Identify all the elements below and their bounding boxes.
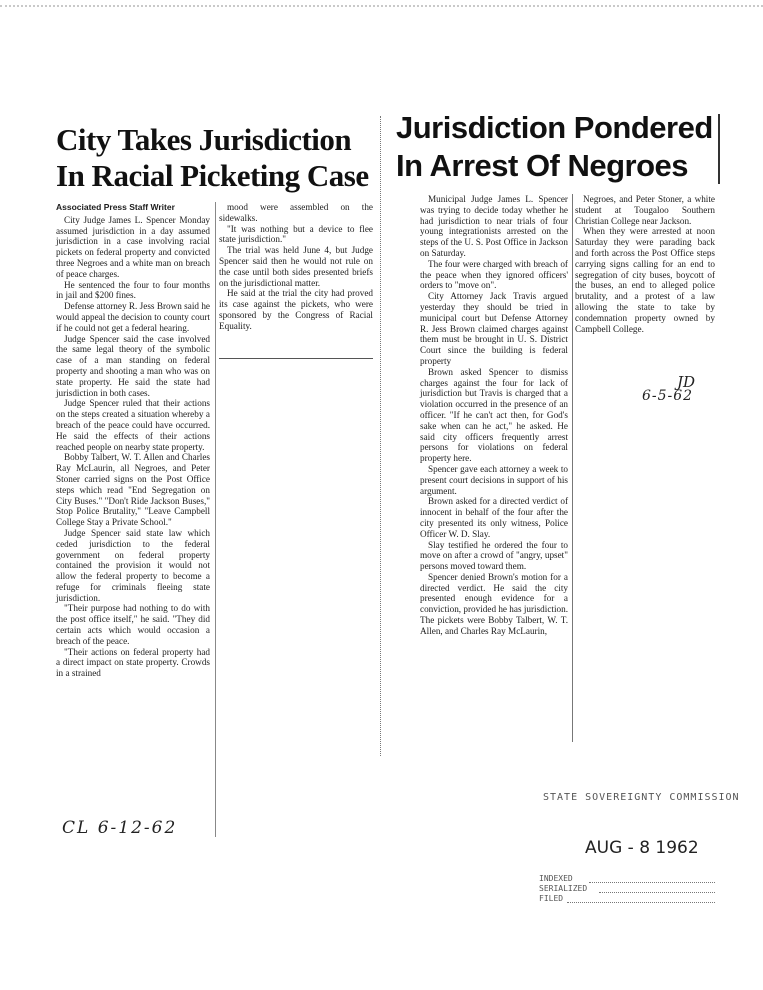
left-clipping: [56, 120, 376, 850]
paragraph: When they were arrested at noon Saturday they were parading back and forth across the Post Office steps carrying signs calling for an end to segregation of city buses, boycott of the buses, an end to alleged police brutality, and a protest of a law allowing the state to take by condemnation property owned by Campbell College.: [575, 226, 715, 334]
stamp-dotted-line-2: [599, 892, 715, 893]
paragraph: The trial was held June 4, but Judge Spencer said then he would not rule on the case until both sides presented briefs on the jurisdictional matter.: [219, 245, 373, 288]
right-column-1: [420, 194, 568, 637]
left-headline: [56, 124, 376, 191]
paragraph: Municipal Judge James L. Spencer was trying to decide today whether he had jurisdiction to near trials of four young integrationists arrested on the steps of the U. S. Post Office in Jackson on Saturday.: [420, 194, 568, 258]
left-date-note: CL 6-12-62: [62, 818, 178, 838]
paragraph: City Judge James L. Spencer Monday assumed jurisdiction in a day assumed jurisdiction in a case involving racial pickets on federal property and convicted three Negroes and a white man on breach of peace charges.: [56, 214, 210, 279]
top-dotted-edge: [0, 5, 763, 9]
stamp-organization: STATE SOVEREIGNTY COMMISSION: [543, 792, 740, 803]
right-headline-line2: In Arrest Of Negroes: [396, 148, 689, 183]
paragraph: Negroes, and Peter Stoner, a white student at Tougaloo Southern Christian College near Jackson.: [575, 194, 715, 226]
left-headline-line1: City Takes Jurisdiction: [56, 122, 352, 157]
left-column-1: [56, 202, 210, 679]
paragraph: Brown asked Spencer to dismiss charges against the four for lack of jurisdiction but Travis is charged that a violation occurred in the presence of an officer. "If he can't act then, for God's sake when can he act," he asked. He said city officers frequently arrest persons for violations on federal property here.: [420, 366, 568, 464]
filing-stamp: [537, 782, 740, 903]
paragraph: "Their actions on federal property had a direct impact on state property. Crowds in a strained: [56, 646, 210, 679]
stamp-dotted-line-1: [589, 882, 715, 883]
paragraph: Judge Spencer said state law which ceded jurisdiction to the federal government on federal property contained the provision it would not allow the federal property to become a refuge for criminals fleeing state jurisdiction.: [56, 527, 210, 603]
paragraph: The four were charged with breach of the peace when they ignored officers' orders to "move on".: [420, 258, 568, 291]
paragraph: Judge Spencer said the case involved the same legal theory of the symbolic case of a man standing on federal property and shooting a man who was on state property. He said the state had jurisdiction in both cases.: [56, 333, 210, 398]
paragraph: He said at the trial the city had proved its case against the pickets, who were sponsored by the Congress of Racial Equality.: [219, 288, 373, 331]
paragraph: Spencer denied Brown's motion for a directed verdict. He said the city presented enough evidence for a conviction, provided he has jurisdiction. The pickets were Bobby Talbert, W. T. Allen, and Charles Ray McLaurin,: [420, 571, 568, 636]
right-column-divider: [572, 194, 573, 742]
stamp-date: AUG - 8 1962: [585, 838, 699, 858]
paragraph: Spencer gave each attorney a week to present court decisions in support of his argument.: [420, 463, 568, 496]
left-column-divider: [215, 202, 216, 837]
right-clipping: [392, 112, 722, 752]
paragraph: mood were assembled on the sidewalks.: [219, 202, 373, 223]
paragraph: Bobby Talbert, W. T. Allen and Charles Ray McLaurin, all Negroes, and Peter Stoner carried signs on the Post Office steps which read "End Segregation on City Buses." "Don't Ride Jackson Buses," Stop Police Brutality," "Leave Campbell College Stay a Private School.": [56, 452, 210, 528]
left-col2-bottom-rule: [219, 358, 373, 359]
left-byline: Associated Press Staff Writer: [56, 202, 175, 212]
right-col1-body: [420, 194, 568, 637]
right-headline-line1: Jurisdiction Pondered: [396, 110, 713, 145]
paragraph: Judge Spencer ruled that their actions on the steps created a situation whereby a breach of the peace could have occurred. He said the effects of their actions reached people on nearby state property.: [56, 398, 210, 452]
right-initials: JD: [677, 373, 696, 391]
left-headline-line2: In Racial Picketing Case: [56, 158, 369, 193]
stamp-line-indexed: INDEXED: [539, 874, 573, 883]
paragraph: "It was nothing but a device to flee state jurisdiction.": [219, 223, 373, 245]
stamp-line-filed: FILED: [539, 894, 564, 903]
center-dotted-divider: [380, 116, 381, 756]
left-column-2: [219, 202, 373, 332]
left-col1-body: [56, 215, 210, 679]
stamp-line-serialized: SERIALIZED: [539, 884, 588, 893]
paragraph: Brown asked for a directed verdict of innocent in behalf of the four after the city presented its only witness, Police Officer W. D. Slay.: [420, 496, 568, 539]
right-headline: [396, 112, 722, 181]
right-date-note: 6-5-62: [642, 388, 694, 404]
right-col2-body: [575, 194, 715, 334]
paragraph: Slay testified he ordered the four to move on after a crowd of "angry, upset" persons moved toward them.: [420, 539, 568, 572]
right-column-2: [575, 194, 715, 334]
right-headline-rule: [718, 114, 720, 184]
stamp-dotted-line-3: [567, 902, 715, 903]
paragraph: "Their purpose had nothing to do with the post office itself," he said. "They did certain acts which would occasion a breach of the peace.: [56, 603, 210, 646]
left-col2-body: [219, 202, 373, 332]
paragraph: City Attorney Jack Travis argued yesterday they should be tried in municipal court but Defense Attorney R. Jess Brown claimed charges against them must be brought in U. S. District Court since the building is federal property: [420, 291, 568, 366]
paragraph: He sentenced the four to four months in jail and $200 fines.: [56, 279, 210, 301]
paragraph: Defense attorney R. Jess Brown said he would appeal the decision to county court if he could not get a federal hearing.: [56, 301, 210, 333]
